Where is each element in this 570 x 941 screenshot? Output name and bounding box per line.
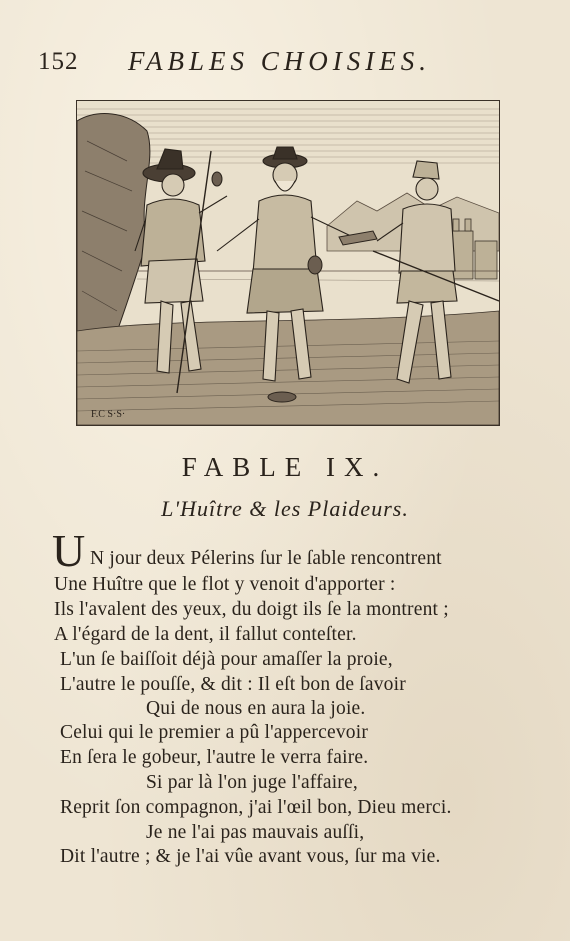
verse-line: Celui qui le premier a pû l'appercevoir (60, 722, 369, 743)
verse-line: Ils l'avalent des yeux, du doigt ils ſe la montrent ; (54, 599, 449, 620)
verse-line: L'un ſe baiſſoit déjà pour amaſſer la proie, (60, 649, 393, 670)
engraver-signature: F.C S·S· (91, 409, 126, 420)
verse-line: Une Huître que le flot y venoit d'apporter : (54, 574, 396, 595)
verse-line: L'autre le pouſſe, & dit : Il eſt bon de ſavoir (60, 674, 406, 695)
drop-cap: U (52, 525, 86, 576)
fable-title: L'Huître & les Plaideurs. (161, 496, 409, 521)
page-header (38, 44, 538, 78)
verse-line: Qui de nous en aura la joie. (146, 698, 366, 719)
verse-line: Je ne l'ai pas mauvais auſſi, (146, 822, 365, 843)
running-title: FABLES CHOISIES. (128, 46, 431, 76)
page-number: 152 (38, 48, 79, 75)
engraving-illustration (76, 100, 500, 426)
verse-line: N jour deux Pélerins ſur le ſable rencontrent (90, 548, 442, 569)
verse-line: En ſera le gobeur, l'autre le verra faire. (60, 747, 369, 768)
verse-line: Dit l'autre ; & je l'ai vûe avant vous, ſur ma vie. (60, 846, 441, 867)
engraving-drawing (77, 101, 499, 425)
verse-line: Si par là l'on juge l'affaire, (146, 772, 358, 793)
verse-line: A l'égard de la dent, il fallut conteſter. (54, 624, 357, 645)
verse-line: Reprit ſon compagnon, j'ai l'œil bon, Dieu merci. (60, 797, 452, 818)
fable-number: FABLE IX. (181, 452, 389, 482)
